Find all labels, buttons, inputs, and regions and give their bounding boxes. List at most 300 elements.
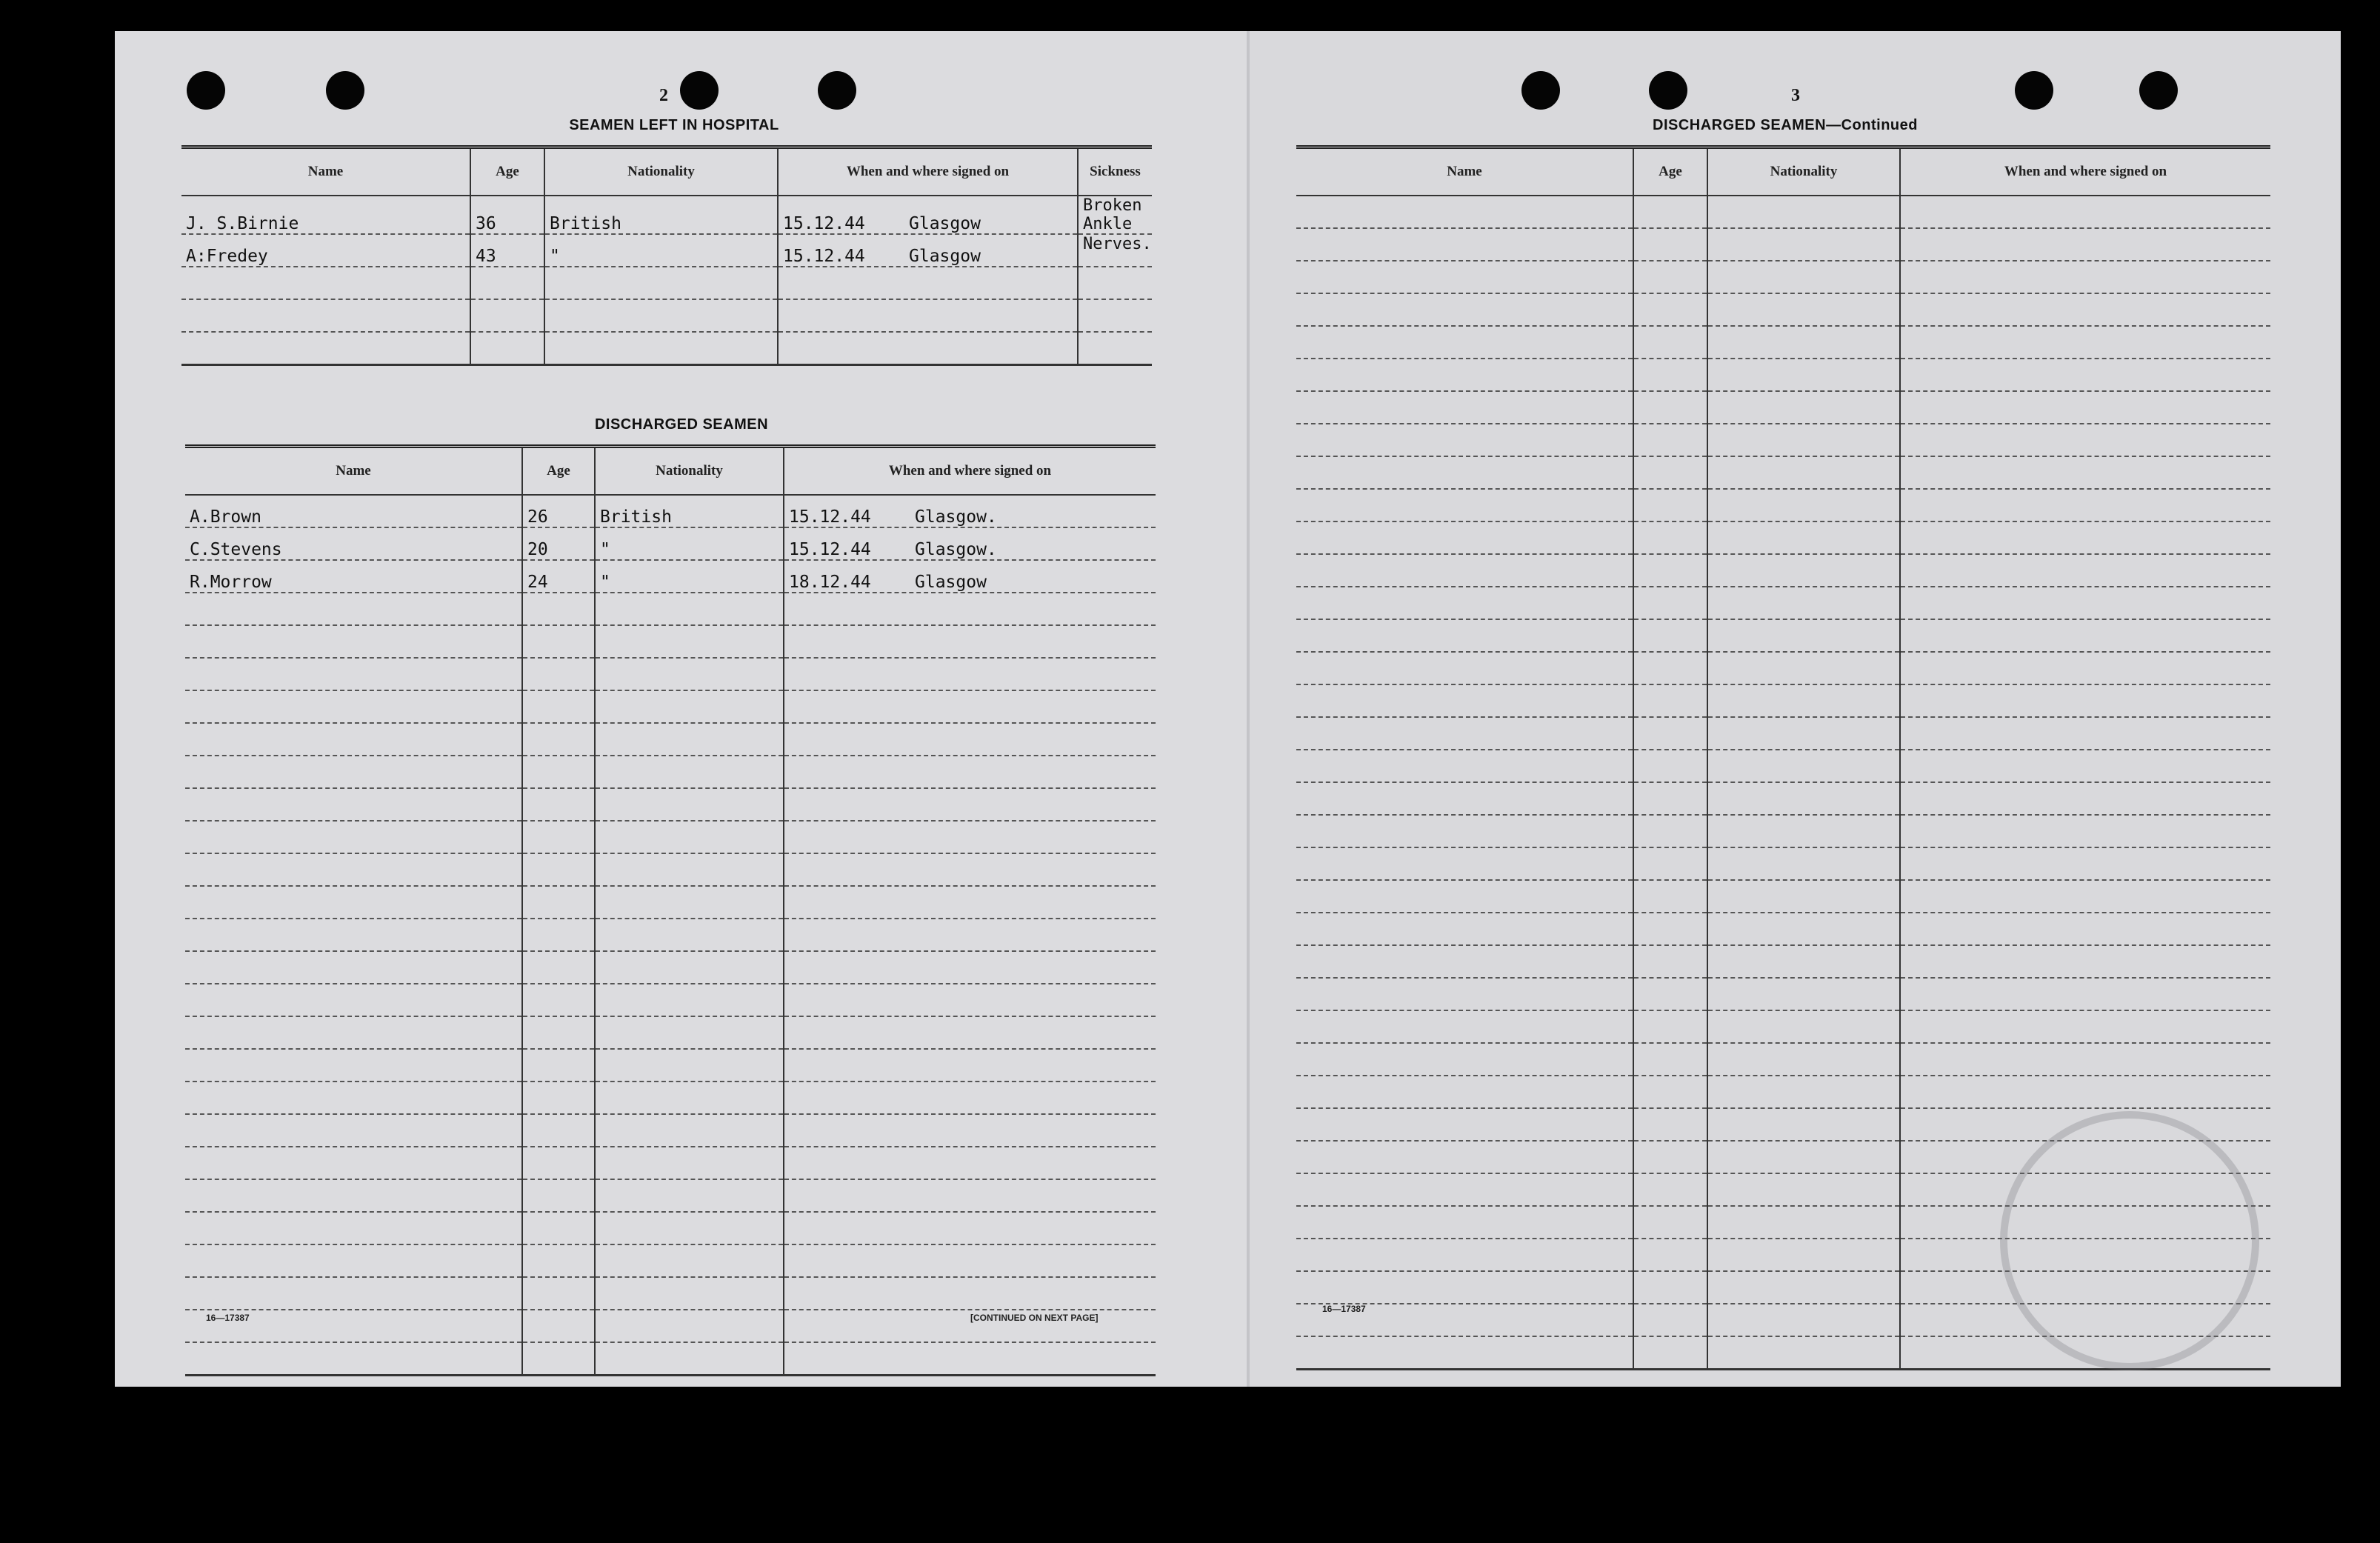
empty-cell (1296, 424, 1633, 456)
empty-cell (1707, 619, 1900, 652)
seaman-name: A.Brown (185, 495, 522, 527)
empty-cell (1900, 978, 2270, 1010)
table-row (1296, 815, 2270, 847)
empty-cell (1707, 913, 1900, 945)
empty-cell (784, 984, 1156, 1016)
seaman-nationality: British (544, 196, 778, 234)
table-row (1296, 782, 2270, 815)
empty-cell (1707, 978, 1900, 1010)
table-row (1296, 684, 2270, 717)
table-row (185, 1179, 1156, 1212)
empty-cell (185, 1114, 522, 1147)
empty-cell (1296, 717, 1633, 750)
empty-cell (1900, 261, 2270, 293)
empty-cell (522, 625, 595, 658)
empty-cell (1707, 554, 1900, 587)
table-row (1296, 717, 2270, 750)
empty-cell (1707, 945, 1900, 978)
empty-cell (1633, 1173, 1707, 1206)
empty-cell (522, 984, 595, 1016)
form-number: 16—17387 (206, 1313, 250, 1323)
empty-cell (185, 625, 522, 658)
empty-cell (595, 1114, 784, 1147)
page-fold (1247, 31, 1250, 1387)
empty-cell (1633, 815, 1707, 847)
empty-cell (185, 1147, 522, 1179)
empty-cell (185, 1082, 522, 1114)
empty-cell (185, 1342, 522, 1376)
signed-on (778, 196, 1078, 234)
empty-cell (185, 593, 522, 625)
table-row (1296, 326, 2270, 359)
empty-cell (522, 1016, 595, 1049)
signed-on (784, 495, 1156, 527)
signed-on-place: Glasgow (915, 573, 987, 592)
empty-cell (1633, 1076, 1707, 1108)
empty-cell (1633, 521, 1707, 554)
empty-cell (1633, 717, 1707, 750)
table-row (1296, 913, 2270, 945)
table-row (1296, 456, 2270, 489)
empty-cell (1633, 326, 1707, 359)
empty-cell (1900, 619, 2270, 652)
empty-cell (595, 886, 784, 919)
empty-cell (1633, 359, 1707, 391)
seaman-nationality: British (595, 495, 784, 527)
empty-cell (595, 1179, 784, 1212)
empty-cell (784, 1310, 1156, 1342)
empty-cell (1707, 652, 1900, 684)
empty-cell (784, 723, 1156, 756)
signed-on-date: 18.12.44 (789, 573, 871, 592)
table-row (1296, 1010, 2270, 1043)
empty-cell (1900, 945, 2270, 978)
hospital-table (181, 145, 1152, 366)
empty-cell (1707, 424, 1900, 456)
table-row (185, 984, 1156, 1016)
seaman-age: 20 (522, 527, 595, 560)
table-row (185, 853, 1156, 886)
empty-cell (1633, 1108, 1707, 1141)
table-row (185, 658, 1156, 690)
empty-cell (1633, 228, 1707, 261)
punch-hole (1649, 71, 1687, 110)
empty-cell (1707, 521, 1900, 554)
empty-cell (1707, 1076, 1900, 1108)
empty-cell (784, 788, 1156, 821)
empty-cell (185, 951, 522, 984)
table-row (181, 234, 1152, 267)
empty-cell (784, 1179, 1156, 1212)
empty-cell (522, 1147, 595, 1179)
empty-cell (595, 1342, 784, 1376)
empty-cell (595, 1082, 784, 1114)
empty-cell (1296, 1043, 1633, 1076)
seaman-name: C.Stevens (185, 527, 522, 560)
signed-on-date: 15.12.44 (789, 507, 871, 527)
empty-cell (595, 1147, 784, 1179)
signed-on-date: 15.12.44 (783, 247, 865, 266)
empty-cell (1296, 1076, 1633, 1108)
column-header-name: Name (181, 147, 470, 196)
empty-cell (1707, 782, 1900, 815)
table-row (185, 1049, 1156, 1082)
empty-cell (1900, 750, 2270, 782)
signed-on-date: 15.12.44 (789, 540, 871, 559)
empty-cell (1296, 1141, 1633, 1173)
empty-cell (1633, 1336, 1707, 1370)
table-row (1296, 587, 2270, 619)
empty-cell (1900, 456, 2270, 489)
table-row (1296, 489, 2270, 521)
column-header-age: Age (470, 147, 544, 196)
empty-cell (1900, 782, 2270, 815)
empty-cell (1296, 619, 1633, 652)
empty-cell (784, 886, 1156, 919)
punch-hole (2015, 71, 2053, 110)
signed-on-place: Glasgow. (915, 540, 997, 559)
empty-cell (1296, 521, 1633, 554)
empty-cell (522, 1244, 595, 1277)
empty-cell (784, 1147, 1156, 1179)
title-main: DISCHARGED SEAMEN (1653, 117, 1827, 133)
form-number: 16—17387 (1322, 1304, 1366, 1314)
column-header-sickness: Sickness (1078, 147, 1152, 196)
empty-cell (1900, 359, 2270, 391)
empty-cell (1900, 196, 2270, 228)
empty-cell (595, 625, 784, 658)
empty-cell (595, 788, 784, 821)
empty-cell (1633, 782, 1707, 815)
table-row (185, 821, 1156, 853)
empty-cell (1633, 880, 1707, 913)
empty-cell (1296, 1271, 1633, 1304)
seaman-name: J. S.Birnie (181, 196, 470, 234)
signed-on (778, 234, 1078, 267)
empty-cell (1296, 1206, 1633, 1239)
column-header-name: Name (185, 447, 522, 496)
table-row (1296, 293, 2270, 326)
signed-on-place: Glasgow (909, 247, 981, 266)
empty-cell (1707, 1173, 1900, 1206)
continued-note: [CONTINUED ON NEXT PAGE] (970, 1313, 1099, 1323)
empty-cell (1900, 913, 2270, 945)
seaman-age: 24 (522, 560, 595, 593)
empty-cell (1900, 521, 2270, 554)
empty-cell (1707, 1141, 1900, 1173)
empty-cell (1296, 554, 1633, 587)
empty-cell (1707, 847, 1900, 880)
empty-cell (1296, 684, 1633, 717)
table-row (1296, 391, 2270, 424)
empty-cell (1296, 652, 1633, 684)
table-row (1296, 1076, 2270, 1108)
empty-cell (185, 723, 522, 756)
hospital-section-title: SEAMEN LEFT IN HOSPITAL (569, 117, 779, 133)
empty-cell (595, 1277, 784, 1310)
column-header-signed-on: When and where signed on (784, 447, 1156, 496)
empty-cell (522, 951, 595, 984)
table-row (185, 1082, 1156, 1114)
empty-cell (1296, 1010, 1633, 1043)
empty-cell (522, 1277, 595, 1310)
empty-cell (1900, 424, 2270, 456)
column-header-nationality: Nationality (1707, 147, 1900, 196)
table-row (1296, 619, 2270, 652)
empty-cell (185, 919, 522, 951)
empty-cell (1633, 684, 1707, 717)
table-row (185, 1342, 1156, 1376)
empty-cell (185, 756, 522, 788)
table-row (185, 1244, 1156, 1277)
punch-hole (680, 71, 719, 110)
empty-cell (1296, 880, 1633, 913)
sickness: Broken Ankle (1078, 196, 1152, 234)
seaman-age: 43 (470, 234, 544, 267)
empty-cell (1633, 978, 1707, 1010)
empty-cell (185, 1277, 522, 1310)
signed-on-place: Glasgow (909, 214, 981, 233)
table-row (1296, 424, 2270, 456)
table-row (1296, 652, 2270, 684)
empty-cell (1707, 684, 1900, 717)
table-row (185, 919, 1156, 951)
empty-cell (1633, 1043, 1707, 1076)
empty-cell (1900, 1076, 2270, 1108)
empty-cell (1633, 554, 1707, 587)
empty-cell (185, 690, 522, 723)
table-row (185, 1212, 1156, 1244)
table-row (185, 886, 1156, 919)
empty-cell (784, 1082, 1156, 1114)
empty-cell (1707, 293, 1900, 326)
empty-cell (522, 593, 595, 625)
empty-cell (1296, 1108, 1633, 1141)
empty-cell (1707, 326, 1900, 359)
empty-cell (1707, 1271, 1900, 1304)
seaman-nationality: " (595, 527, 784, 560)
empty-cell (595, 1244, 784, 1277)
table-row (185, 1147, 1156, 1179)
empty-cell (784, 919, 1156, 951)
empty-cell (1707, 391, 1900, 424)
table-row (1296, 978, 2270, 1010)
empty-cell (1707, 456, 1900, 489)
empty-cell (595, 593, 784, 625)
empty-cell (1707, 1043, 1900, 1076)
empty-cell (1707, 750, 1900, 782)
empty-cell (595, 1016, 784, 1049)
empty-cell (1707, 1239, 1900, 1271)
empty-cell (1900, 717, 2270, 750)
empty-cell (1296, 815, 1633, 847)
table-row (185, 625, 1156, 658)
empty-cell (784, 1342, 1156, 1376)
empty-cell (784, 821, 1156, 853)
column-header-nationality: Nationality (595, 447, 784, 496)
empty-cell (1296, 1173, 1633, 1206)
empty-cell (1900, 326, 2270, 359)
table-row (1296, 359, 2270, 391)
table-row (181, 267, 1152, 299)
column-header-nationality: Nationality (544, 147, 778, 196)
seaman-age: 36 (470, 196, 544, 234)
empty-cell (1707, 489, 1900, 521)
empty-cell (1296, 1336, 1633, 1370)
empty-cell (1900, 815, 2270, 847)
empty-cell (595, 951, 784, 984)
signed-on (784, 560, 1156, 593)
empty-cell (185, 821, 522, 853)
empty-cell (1633, 619, 1707, 652)
empty-cell (1633, 1206, 1707, 1239)
table-row (181, 332, 1152, 365)
empty-cell (185, 886, 522, 919)
empty-cell (595, 723, 784, 756)
empty-cell (1296, 847, 1633, 880)
table-row (1296, 228, 2270, 261)
empty-cell (185, 1016, 522, 1049)
empty-cell (1707, 880, 1900, 913)
discharged-table (185, 444, 1156, 1376)
empty-cell (784, 625, 1156, 658)
discharged-continued-title (1593, 117, 1978, 134)
table-row (181, 299, 1152, 332)
seaman-nationality: " (544, 234, 778, 267)
empty-cell (1296, 1239, 1633, 1271)
signed-on-date: 15.12.44 (783, 214, 865, 233)
empty-cell (522, 919, 595, 951)
empty-cell (522, 821, 595, 853)
table-row (1296, 880, 2270, 913)
seaman-name: A:Fredey (181, 234, 470, 267)
empty-cell (1296, 261, 1633, 293)
column-header-name: Name (1296, 147, 1633, 196)
table-row (1296, 261, 2270, 293)
empty-cell (1296, 391, 1633, 424)
table-row (185, 1016, 1156, 1049)
table-row (185, 560, 1156, 593)
page-number: 3 (1791, 86, 1800, 105)
empty-cell (1296, 196, 1633, 228)
seaman-name: R.Morrow (185, 560, 522, 593)
empty-cell (1633, 1271, 1707, 1304)
empty-cell (1633, 750, 1707, 782)
punch-hole (1521, 71, 1560, 110)
empty-cell (784, 853, 1156, 886)
empty-cell (1633, 489, 1707, 521)
empty-cell (595, 690, 784, 723)
empty-cell (522, 658, 595, 690)
empty-cell (185, 853, 522, 886)
empty-cell (595, 821, 784, 853)
empty-cell (522, 1310, 595, 1342)
empty-cell (784, 1049, 1156, 1082)
title-continued: —Continued (1826, 117, 1918, 133)
empty-cell (1296, 293, 1633, 326)
empty-cell (522, 1342, 595, 1376)
empty-cell (1707, 1010, 1900, 1043)
empty-cell (522, 1179, 595, 1212)
empty-cell (1707, 1304, 1900, 1336)
empty-cell (784, 951, 1156, 984)
empty-cell (1900, 652, 2270, 684)
empty-cell (1633, 1141, 1707, 1173)
empty-cell (1633, 913, 1707, 945)
empty-cell (522, 1049, 595, 1082)
table-row (185, 1114, 1156, 1147)
table-row (185, 723, 1156, 756)
empty-cell (1707, 587, 1900, 619)
page-number: 2 (659, 86, 668, 105)
table-row (185, 495, 1156, 527)
empty-cell (1900, 1010, 2270, 1043)
empty-cell (1296, 587, 1633, 619)
empty-cell (185, 788, 522, 821)
empty-cell (595, 1049, 784, 1082)
column-header-signed-on: When and where signed on (778, 147, 1078, 196)
table-row (185, 951, 1156, 984)
table-row (185, 527, 1156, 560)
seaman-age: 26 (522, 495, 595, 527)
empty-cell (1296, 228, 1633, 261)
punch-hole (326, 71, 364, 110)
table-row (1296, 750, 2270, 782)
empty-cell (1633, 1304, 1707, 1336)
empty-cell (1296, 750, 1633, 782)
empty-cell (784, 593, 1156, 625)
empty-cell (784, 658, 1156, 690)
empty-cell (522, 886, 595, 919)
discharged-section-title: DISCHARGED SEAMEN (594, 416, 769, 433)
empty-cell (784, 1244, 1156, 1277)
empty-cell (1296, 913, 1633, 945)
empty-cell (522, 1082, 595, 1114)
empty-cell (1900, 880, 2270, 913)
empty-cell (1633, 196, 1707, 228)
empty-cell (1900, 391, 2270, 424)
empty-cell (1707, 196, 1900, 228)
empty-cell (784, 690, 1156, 723)
table-row (1296, 554, 2270, 587)
table-row (185, 690, 1156, 723)
empty-cell (522, 788, 595, 821)
empty-cell (1707, 815, 1900, 847)
empty-cell (784, 1114, 1156, 1147)
empty-cell (1633, 456, 1707, 489)
table-row (181, 196, 1152, 234)
empty-cell (522, 690, 595, 723)
empty-cell (1633, 293, 1707, 326)
punch-hole (818, 71, 856, 110)
empty-cell (1296, 326, 1633, 359)
empty-cell (1633, 391, 1707, 424)
empty-cell (185, 1244, 522, 1277)
empty-cell (595, 984, 784, 1016)
empty-cell (784, 1212, 1156, 1244)
empty-cell (595, 756, 784, 788)
empty-cell (595, 658, 784, 690)
empty-cell (522, 1114, 595, 1147)
empty-cell (522, 853, 595, 886)
empty-cell (784, 756, 1156, 788)
empty-cell (185, 1179, 522, 1212)
empty-cell (522, 756, 595, 788)
punch-hole (2139, 71, 2178, 110)
table-row (185, 756, 1156, 788)
table-row (1296, 521, 2270, 554)
empty-cell (1633, 945, 1707, 978)
